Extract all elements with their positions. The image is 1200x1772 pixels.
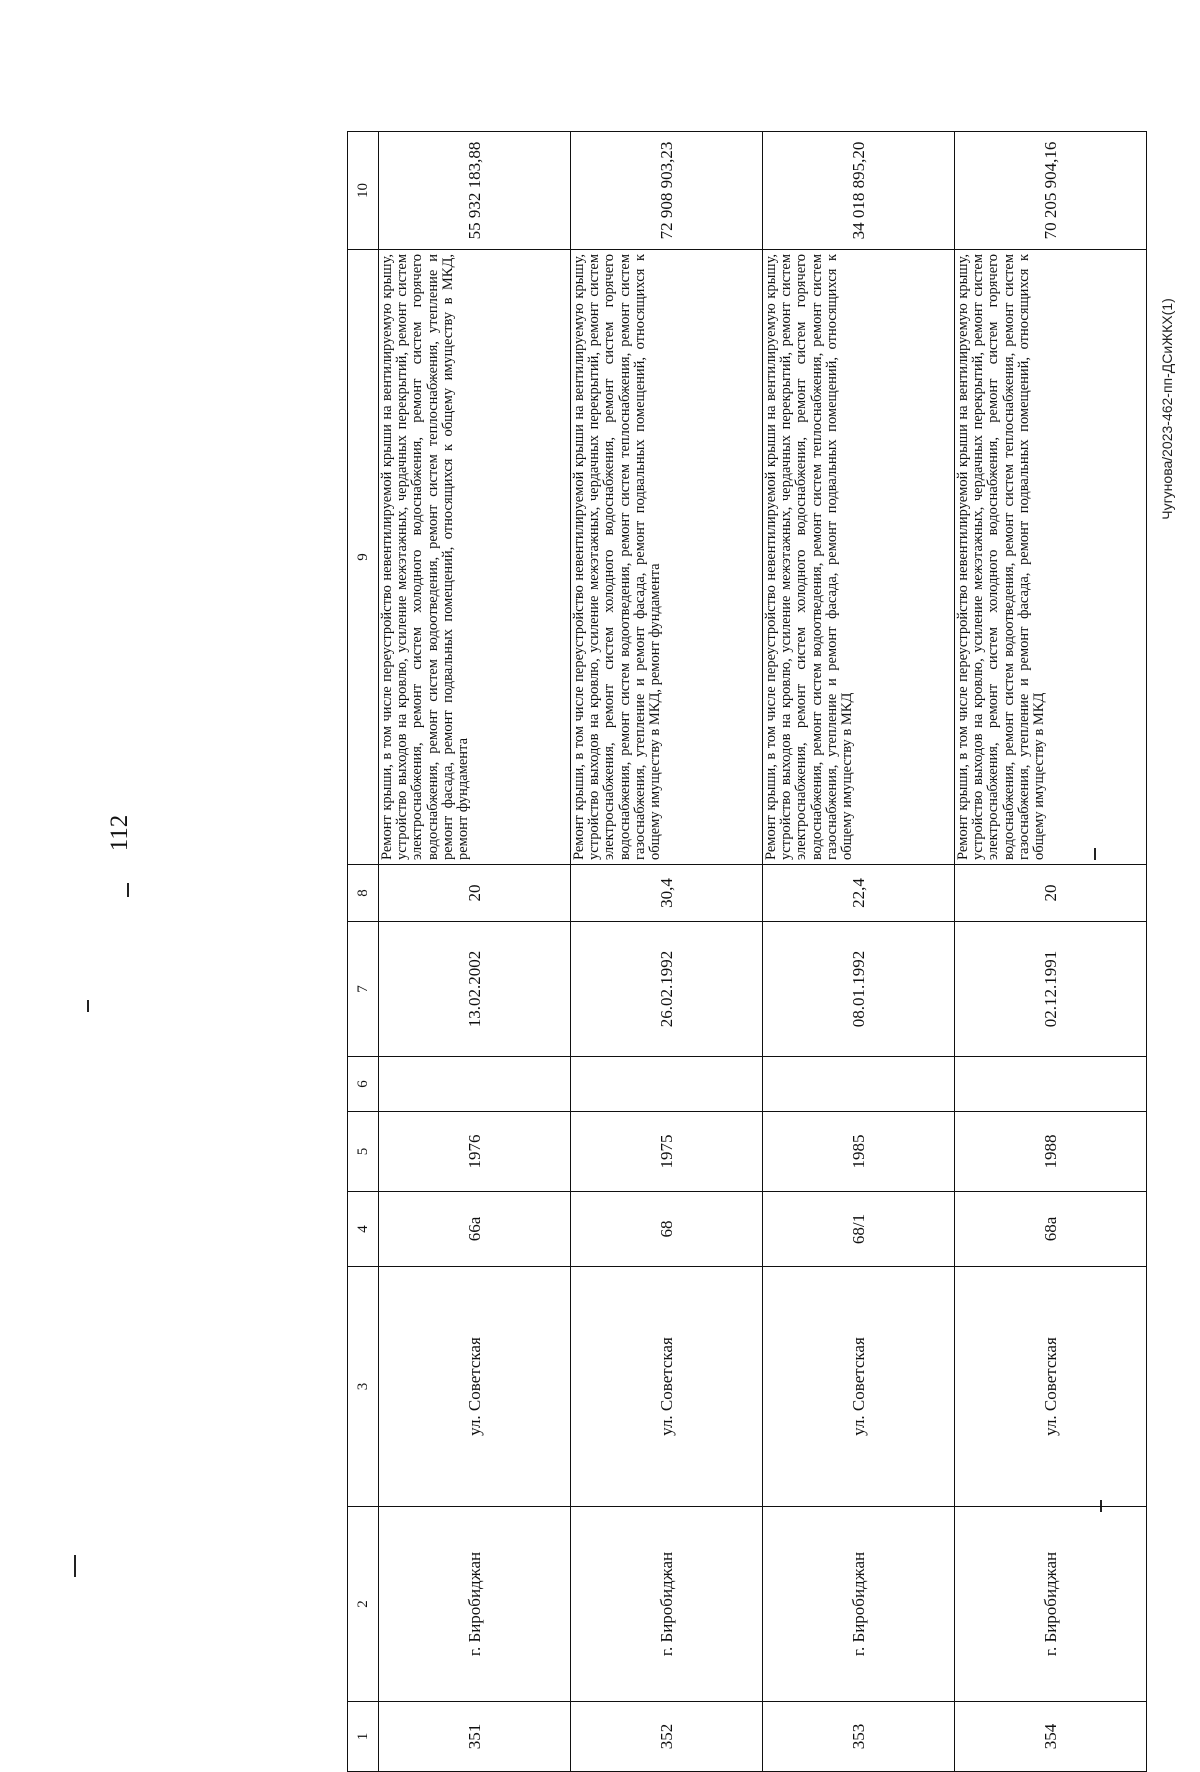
page-number: 112	[106, 814, 133, 852]
header-cell: 3	[348, 1267, 379, 1507]
wear-cell: 30,4	[571, 865, 763, 922]
wear-cell: 20	[379, 865, 571, 922]
house-cell: 68а	[955, 1192, 1147, 1267]
table-row	[955, 132, 1147, 1772]
scan-mark	[127, 883, 129, 897]
header-cell: 5	[348, 1112, 379, 1192]
wear-cell: 22,4	[763, 865, 955, 922]
year-cell: 1976	[379, 1112, 571, 1192]
year-cell: 1985	[763, 1112, 955, 1192]
header-cell: 8	[348, 865, 379, 922]
table-row	[571, 132, 763, 1772]
capital-repair-table	[347, 131, 1147, 1772]
header-cell: 9	[348, 250, 379, 865]
street-cell: ул. Советская	[955, 1267, 1147, 1507]
works-cell: Ремонт крыши, в том числе переустройство невентилируемой крыши на вентилируемую крышу, устройство выходов на кровлю, усиление межэтажных, чердачных перекрытий, ремонт систем электроснабжения, ремонт систем холодного водоснабжения, ремонт систем горячего водоснабжения, ремонт систем водоотведения, ремонт систем теплоснабжения, ремонт систем газоснабжения, утепление и ремонт фасада, ремонт подвальных помещений, относящихся к общему имуществу в МКД, ремонт фундамента	[571, 250, 763, 865]
table-row	[763, 132, 955, 1772]
empty-cell	[763, 1057, 955, 1112]
cost-cell: 55 932 183,88	[379, 132, 571, 250]
header-cell: 10	[348, 132, 379, 250]
house-cell: 66а	[379, 1192, 571, 1267]
year-cell: 1975	[571, 1112, 763, 1192]
row-number: 351	[379, 1702, 571, 1772]
house-cell: 68	[571, 1192, 763, 1267]
column-number-row	[348, 132, 379, 1772]
header-cell: 2	[348, 1507, 379, 1702]
date-cell: 26.02.1992	[571, 922, 763, 1057]
city-cell: г. Биробиджан	[379, 1507, 571, 1702]
works-cell: Ремонт крыши, в том числе переустройство невентилируемой крыши на вентилируемую крышу, устройство выходов на кровлю, усиление межэтажных, чердачных перекрытий, ремонт систем электроснабжения, ремонт систем холодного водоснабжения, ремонт систем горячего водоснабжения, ремонт систем водоотведения, ремонт систем теплоснабжения, ремонт систем газоснабжения, утепление и ремонт фасада, ремонт подвальных помещений, относящихся к общему имуществу в МКД	[955, 250, 1147, 865]
empty-cell	[955, 1057, 1147, 1112]
street-cell: ул. Советская	[571, 1267, 763, 1507]
empty-cell	[379, 1057, 571, 1112]
street-cell: ул. Советская	[379, 1267, 571, 1507]
date-cell: 13.02.2002	[379, 922, 571, 1057]
row-number: 354	[955, 1702, 1147, 1772]
header-cell: 6	[348, 1057, 379, 1112]
works-cell: Ремонт крыши, в том числе переустройство невентилируемой крыши на вентилируемую крышу, устройство выходов на кровлю, усиление межэтажных, чердачных перекрытий, ремонт систем электроснабжения, ремонт систем холодного водоснабжения, ремонт систем горячего водоснабжения, ремонт систем водоотведения, ремонт систем теплоснабжения, ремонт систем газоснабжения, утепление и ремонт фасада, ремонт подвальных помещений, относящихся к общему имуществу в МКД	[763, 250, 955, 865]
date-cell: 02.12.1991	[955, 922, 1147, 1057]
empty-cell	[571, 1057, 763, 1112]
row-number: 353	[763, 1702, 955, 1772]
scan-mark	[87, 1000, 89, 1012]
date-cell: 08.01.1992	[763, 922, 955, 1057]
city-cell: г. Биробиджан	[763, 1507, 955, 1702]
cost-cell: 72 908 903,23	[571, 132, 763, 250]
year-cell: 1988	[955, 1112, 1147, 1192]
cost-cell: 70 205 904,16	[955, 132, 1147, 250]
header-cell: 1	[348, 1702, 379, 1772]
city-cell: г. Биробиджан	[571, 1507, 763, 1702]
cost-cell: 34 018 895,20	[763, 132, 955, 250]
header-cell: 7	[348, 922, 379, 1057]
rotated-table-container	[347, 132, 1147, 1772]
works-cell: Ремонт крыши, в том числе переустройство невентилируемой крыши на вентилируемую крышу, устройство выходов на кровлю, усиление межэтажных, чердачных перекрытий, ремонт систем электроснабжения, ремонт систем холодного водоснабжения, ремонт систем горячего водоснабжения, ремонт систем водоотведения, ремонт систем теплоснабжения, утепление и ремонт фасада, ремонт подвальных помещений, относящихся к общему имуществу в МКД, ремонт фундамента	[379, 250, 571, 865]
row-number: 352	[571, 1702, 763, 1772]
document-footer-code: Чугунова/2023-462-пп-ДСиЖКХ(1)	[1159, 298, 1175, 520]
header-cell: 4	[348, 1192, 379, 1267]
city-cell: г. Биробиджан	[955, 1507, 1147, 1702]
street-cell: ул. Советская	[763, 1267, 955, 1507]
scan-mark	[74, 1555, 76, 1577]
table-row	[379, 132, 571, 1772]
house-cell: 68/1	[763, 1192, 955, 1267]
wear-cell: 20	[955, 865, 1147, 922]
